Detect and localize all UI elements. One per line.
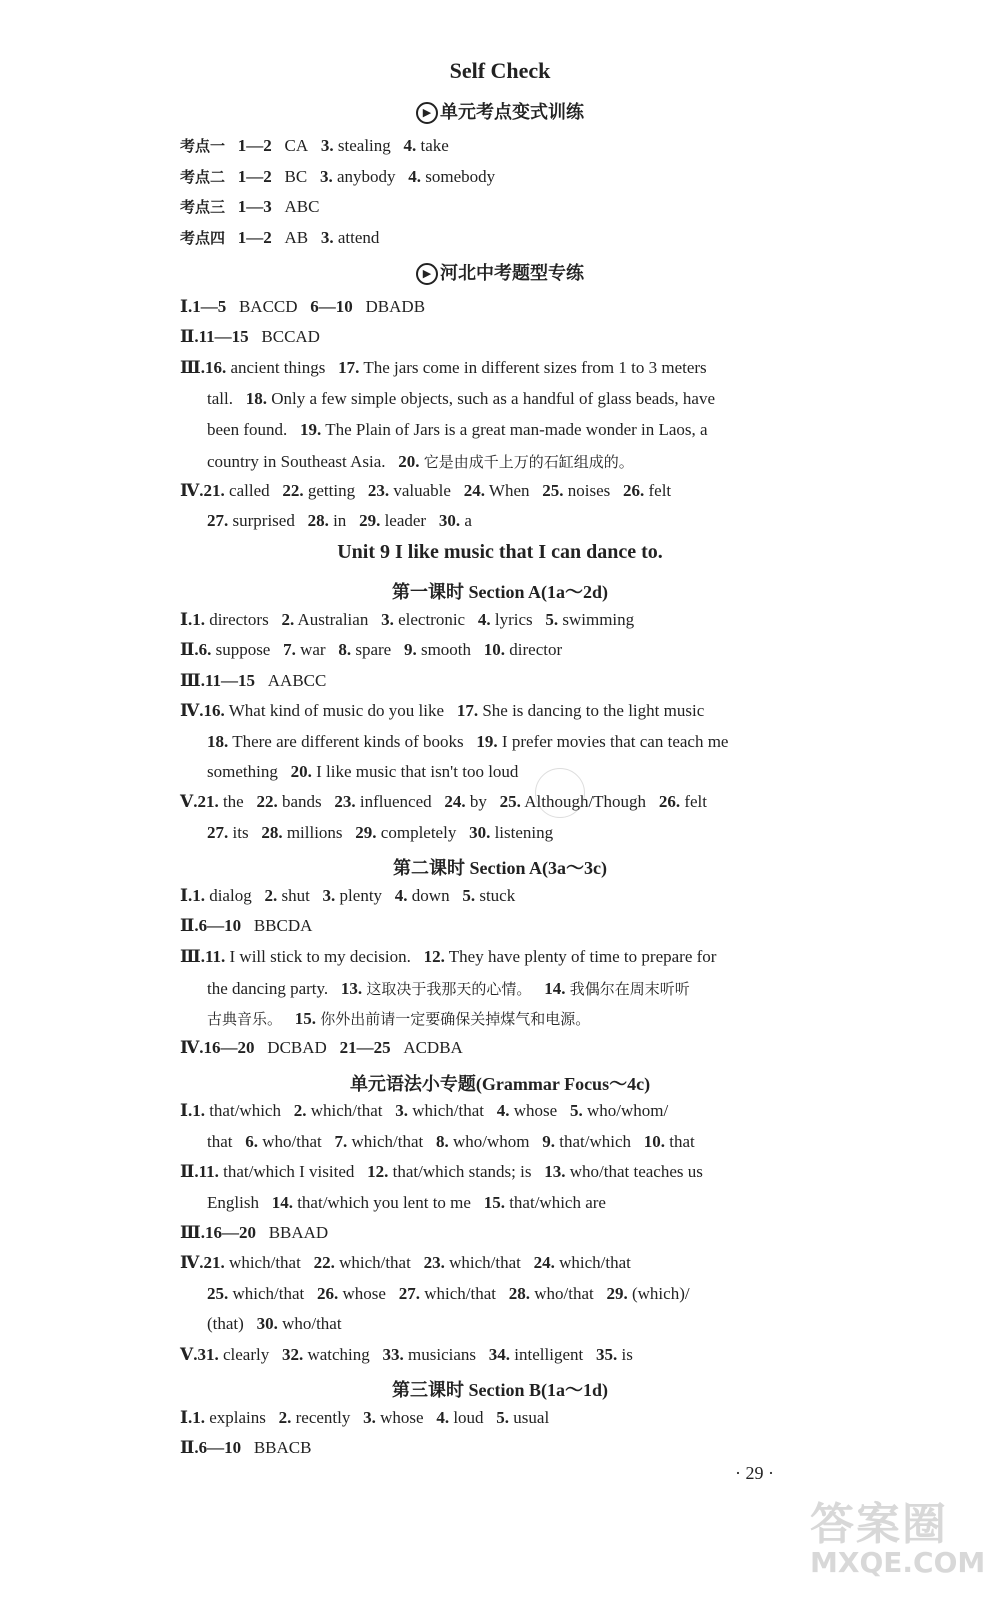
answer: lyrics [494,610,533,629]
answer: ABC [284,197,320,216]
item-number: 11. [204,947,226,966]
answer: which/that [351,1132,424,1151]
roman-numeral: Ⅰ. [180,886,193,905]
answer-line [207,451,634,472]
answer: who/that [282,1314,342,1333]
roman-numeral: Ⅳ. [180,1253,204,1272]
item-number: 30. [256,1314,278,1333]
lesson-heading: 第一课时 Section A(1a～2d) [392,582,608,602]
answer: who/whom/ [586,1101,669,1120]
item-number: 25. [207,1284,229,1303]
item-number: 5. [462,886,476,905]
item-number: 29. [359,511,381,530]
answer: something [207,762,278,781]
item-number: 23. [423,1253,445,1272]
item-number: 30. [438,511,461,530]
item-number: 28. [508,1284,530,1303]
answer: explains [209,1408,266,1427]
answer: 古典音乐。 [207,1010,283,1028]
answer: smooth [420,640,472,659]
answer: Only a few simple objects, such as a handful of glass beads, have [271,389,715,408]
answer: the dancing party. [207,979,329,998]
range: 11—15 [204,671,256,690]
answer: 这取决于我那天的心情。 [366,980,532,998]
answer-line [180,610,634,630]
answer: BACCD [238,297,298,316]
answer: swimming [562,610,635,629]
item-number: 7. [283,640,296,659]
answer: completely [380,823,457,842]
item-number: 14. [544,979,566,998]
answer: take [420,136,449,155]
page-title: Self Check [449,58,551,83]
item-number: 30. [469,823,491,842]
answer: which/that [232,1284,305,1303]
answer: felt [684,792,707,811]
answer: that [669,1132,695,1151]
answer: intelligent [514,1345,584,1364]
answer: that/which stands; is [392,1162,532,1181]
item-number: 19. [476,732,498,751]
item-number: 15. [294,1009,317,1028]
answer: The Plain of Jars is a great man-made wonder in Laos, a [325,420,708,439]
roman-numeral: Ⅱ. [180,1162,199,1181]
answer: stealing [337,136,391,155]
answer: leader [384,511,427,530]
answer: musicians [408,1345,477,1364]
range: 6—10 [198,916,242,935]
answer: whose [513,1101,558,1120]
answer-line [207,389,715,409]
answer-line [207,1314,342,1334]
range: 1—2 [237,228,272,247]
answer: Although/Though [524,792,647,811]
range: 1—2 [237,167,272,186]
item-number: 1. [192,610,205,629]
answer-continuation: that [207,1132,233,1151]
item-number: 4. [394,886,408,905]
item-number: 22. [313,1253,335,1272]
kaodian-label: 考点四 [180,229,226,247]
answer: that/which I visited [223,1162,355,1181]
answer: plenty [339,886,383,905]
answer-line [207,762,518,782]
answer: BBAAD [268,1223,329,1242]
item-number: 15. [483,1193,505,1212]
answer-line [180,1438,311,1458]
answer: tall. [207,389,233,408]
item-number: 20. [398,452,420,471]
item-number: 12. [367,1162,389,1181]
item-number: 12. [423,947,445,966]
answer: noises [567,481,611,500]
answer-line [207,978,690,999]
answer: by [469,792,487,811]
answer: The jars come in different sizes from 1 to 3 meters [363,358,707,377]
answer: loud [453,1408,484,1427]
item-number: 22. [282,481,304,500]
answer: suppose [215,640,271,659]
item-number: 8. [338,640,352,659]
answer-line [180,886,515,906]
answer: 你外出前请一定要确保关掉煤气和电源。 [320,1010,591,1028]
item-number: 24. [533,1253,555,1272]
range: 16—20 [204,1223,256,1242]
answer-line [207,732,728,752]
answer: I prefer movies that can teach me [501,732,729,751]
answer: getting [307,481,356,500]
answer: which/that [424,1284,496,1303]
item-number: 25. [542,481,564,500]
range: 21—25 [339,1038,391,1057]
range: 1—5 [192,297,227,316]
answer: stuck [479,886,516,905]
answer-line [180,671,326,691]
item-number: 3. [319,167,333,186]
answer: What kind of music do you like [228,701,445,720]
range: 6—10 [198,1438,242,1457]
item-number: 2. [264,886,278,905]
roman-numeral: Ⅰ. [180,610,193,629]
section-banner-hebei [0,259,1000,285]
answer: been found. [207,420,288,439]
item-number: 3. [320,228,334,247]
item-number: 3. [395,1101,408,1120]
kaodian-line [180,227,379,248]
item-number: 21. [203,481,225,500]
answer: electronic [398,610,466,629]
answer-line [207,420,708,440]
item-number: 28. [261,823,283,842]
answer: that/which [209,1101,281,1120]
item-number: 3. [320,136,334,155]
item-number: 6. [198,640,212,659]
answer: millions [286,823,343,842]
item-number: 5. [496,1408,510,1427]
answer-line [207,511,472,531]
roman-numeral: Ⅲ. [180,1223,205,1242]
kaodian-line [180,166,495,187]
answer: war [300,640,326,659]
item-number: 4. [496,1101,510,1120]
answer: BBCDA [253,916,313,935]
lesson-heading: 单元语法小专题(Grammar Focus～4c) [349,1074,651,1094]
answer: I will stick to my decision. [229,947,411,966]
item-number: 27. [207,511,229,530]
item-number: 10. [643,1132,666,1151]
arrow-circle-icon: ▶ [416,263,438,285]
range: 11—15 [198,327,249,346]
watermark-url: MXQE.COM [810,1546,986,1579]
item-number: 21. [197,792,219,811]
item-number: 26. [317,1284,339,1303]
answer: 我偶尔在周末听听 [569,980,690,998]
item-number: 23. [334,792,356,811]
answer-line [207,1008,590,1029]
roman-numeral: Ⅱ. [180,1438,199,1457]
roman-numeral: Ⅳ. [180,701,204,720]
item-number: 34. [488,1345,511,1364]
answer-line [207,1193,606,1213]
roman-numeral: Ⅲ. [180,947,205,966]
item-number: 27. [207,823,229,842]
answer: who/that teaches us [569,1162,703,1181]
item-number: 3. [363,1408,376,1427]
answer-line [180,916,312,936]
answer: valuable [393,481,451,500]
item-number: 4. [408,167,421,186]
kaodian-line [180,135,449,156]
item-number: 2. [281,610,295,629]
answer: There are different kinds of books [232,732,464,751]
answer: CA [284,136,309,155]
answer: surprised [232,511,295,530]
page-number: · 29 · [735,1463,774,1483]
item-number: 28. [307,511,329,530]
answer-line [180,1345,633,1365]
roman-numeral: Ⅴ. [180,792,198,811]
item-number: 5. [545,610,559,629]
item-number: 24. [444,792,466,811]
answer: anybody [336,167,396,186]
watermark-logo-text: 答案圈 [810,1499,948,1550]
item-number: 19. [300,420,322,439]
roman-numeral: Ⅱ. [180,327,199,346]
roman-numeral: Ⅳ. [180,1038,204,1057]
answer-line [207,1132,695,1152]
kaodian-label: 考点三 [180,198,226,216]
roman-numeral: Ⅴ. [180,1345,198,1364]
item-number: 29. [355,823,377,842]
item-number: 9. [403,640,417,659]
item-number: 17. [338,358,360,377]
lesson-heading: 第二课时 Section A(3a～3c) [393,858,607,878]
answer-line [207,823,553,843]
kaodian-label: 考点二 [180,168,226,186]
answer-line [180,327,320,347]
item-number: 18. [245,389,267,408]
answer: directors [209,610,269,629]
item-number: 20. [290,762,312,781]
item-number: 35. [595,1345,618,1364]
answer: which/that [449,1253,521,1272]
banner-label: 河北中考题型专练 [440,263,584,284]
item-number: 4. [403,136,417,155]
answer: listening [494,823,554,842]
item-number: 17. [456,701,479,720]
answer: who/whom [453,1132,530,1151]
kaodian-line [180,196,319,217]
item-number: 11. [198,1162,219,1181]
answer-line [180,297,425,317]
roman-numeral: Ⅲ. [180,671,205,690]
item-number: 18. [207,732,229,751]
lesson-heading: 第三课时 Section B(1a～1d) [392,1380,608,1400]
answer-line [180,947,716,967]
answer-line [180,792,707,812]
item-number: 33. [382,1345,404,1364]
item-number: 6. [245,1132,258,1151]
item-number: 8. [436,1132,449,1151]
answer: 它是由成千上万的石缸组成的。 [423,453,634,471]
answer: bands [281,792,322,811]
answer: BCCAD [261,327,320,346]
item-number: 13. [544,1162,566,1181]
arrow-circle-icon: ▶ [416,102,438,124]
item-number: 16. [204,358,227,377]
section-banner-unit-points [0,98,1000,124]
range: 1—3 [237,197,272,216]
answer: whose [342,1284,386,1303]
answer: BBACB [253,1438,312,1457]
answer: which/that [412,1101,484,1120]
item-number: 2. [278,1408,292,1427]
answer: DCBAD [267,1038,327,1057]
answer: who/that [534,1284,594,1303]
item-number: 23. [367,481,390,500]
item-number: 9. [542,1132,556,1151]
answer: watching [307,1345,370,1364]
answer: called [229,481,270,500]
answer: dialog [209,886,252,905]
item-number: 21. [203,1253,225,1272]
roman-numeral: Ⅱ. [180,916,199,935]
item-number: 24. [463,481,485,500]
answer: I like music that isn't too loud [316,762,519,781]
item-number: 26. [623,481,645,500]
answer: down [411,886,450,905]
answer-line [180,701,704,721]
answer: that/which you lent to me [297,1193,471,1212]
answer: which/that [559,1253,631,1272]
answer: recently [295,1408,351,1427]
item-number: 4. [436,1408,450,1427]
answer: the [222,792,244,811]
item-number: 16. [203,701,225,720]
answer: who/that [262,1132,322,1151]
item-number: 2. [293,1101,307,1120]
item-number: 14. [271,1193,293,1212]
answer: ancient things [230,358,326,377]
answer: When [488,481,530,500]
item-number: 3. [322,886,336,905]
answer: is [621,1345,633,1364]
answer-line [180,1223,328,1243]
answer: which/that [229,1253,301,1272]
watermark [810,1488,985,1579]
roman-numeral: Ⅰ. [180,297,193,316]
item-number: 32. [281,1345,304,1364]
answer: They have plenty of time to prepare for [448,947,717,966]
answer: that/which are [509,1193,606,1212]
roman-numeral: Ⅲ. [180,358,205,377]
item-number: 1. [192,1408,205,1427]
answer: in [333,511,347,530]
answer: country in Southeast Asia. [207,452,386,471]
answer-line [180,640,562,660]
answer: (which)/ [631,1284,690,1303]
answer: shut [281,886,310,905]
answer-line [180,1038,463,1058]
item-number: 7. [334,1132,348,1151]
answer-continuation: (that) [207,1314,244,1333]
answer-line [180,481,671,501]
answer: DBADB [365,297,426,316]
item-number: 22. [256,792,278,811]
roman-numeral: Ⅳ. [180,481,204,500]
answer: which/that [310,1101,383,1120]
roman-numeral: Ⅰ. [180,1408,193,1427]
answer-line [180,358,707,378]
answer: a [464,511,472,530]
answer: AB [284,228,309,247]
item-number: 26. [658,792,681,811]
answer: attend [337,228,380,247]
item-number: 5. [569,1101,583,1120]
banner-label: 单元考点变式训练 [440,102,584,123]
answer-line [180,1162,703,1182]
answer: influenced [359,792,432,811]
answer: AABCC [267,671,327,690]
answer-continuation: English [207,1193,259,1212]
answer: felt [648,481,672,500]
item-number: 29. [606,1284,628,1303]
answer: which/that [339,1253,411,1272]
answer: that/which [559,1132,632,1151]
answer: Australian [297,610,369,629]
item-number: 27. [398,1284,420,1303]
item-number: 3. [381,610,394,629]
unit-title: Unit 9 I like music that I can dance to. [337,541,663,563]
answer-line [180,1408,549,1428]
answer-line [207,1284,690,1304]
item-number: 10. [483,640,506,659]
answer: whose [380,1408,424,1427]
answer: usual [513,1408,550,1427]
range: 16—20 [203,1038,255,1057]
answer-line [180,1253,631,1273]
answer: spare [355,640,392,659]
answer: director [509,640,563,659]
item-number: 4. [477,610,491,629]
answer: She is dancing to the light music [482,701,705,720]
item-number: 31. [197,1345,219,1364]
answer: BC [284,167,308,186]
range: 1—2 [237,136,272,155]
answer: clearly [222,1345,270,1364]
kaodian-label: 考点一 [180,137,226,155]
roman-numeral: Ⅱ. [180,640,199,659]
answer-line [180,1101,668,1121]
range: 6—10 [310,297,353,316]
item-number: 1. [192,886,205,905]
item-number: 1. [192,1101,205,1120]
roman-numeral: Ⅰ. [180,1101,193,1120]
answer: its [232,823,249,842]
item-number: 25. [499,792,521,811]
answer: ACDBA [403,1038,463,1057]
answer: somebody [425,167,496,186]
item-number: 13. [340,979,363,998]
